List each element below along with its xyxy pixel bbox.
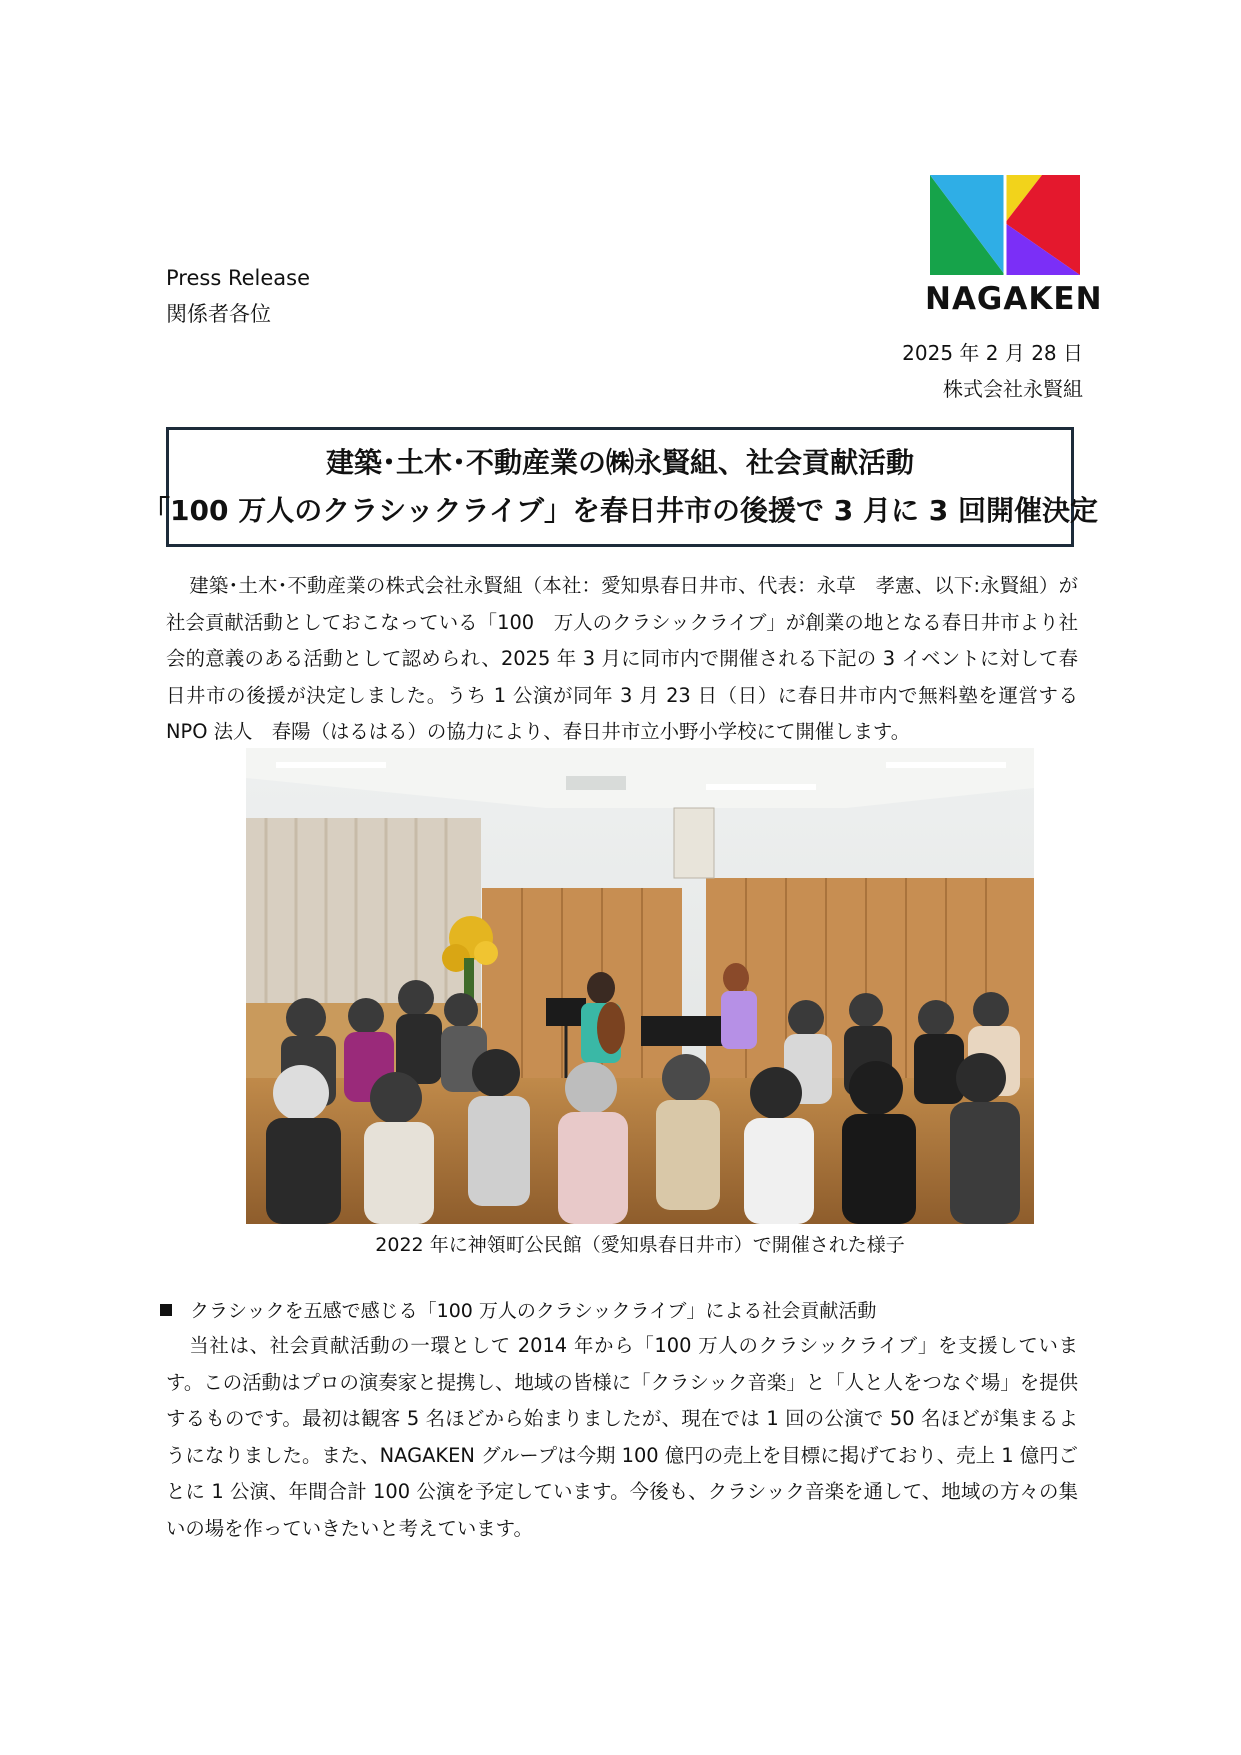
lead-paragraph: 建築･土木･不動産業の株式会社永賢組（本社：愛知県春日井市、代表：永草 孝憲、以下:永賢組）が社会貢献活動としておこなっている「100 万人のクラシックライブ」が創業の地となる春日井市より社会的意義のある活動として認められ、2025 年 3 月に同市内で開催される下記の 3 イベントに対して春日井市の後援が決定しました。うち 1 公演が同年 3 月 23 日（日）に春日井市内で無料塾を運営する NPO 法人 春陽（はるはる）の協力により、春日井市立小野小学校にて開催します。	[166, 574, 1079, 743]
press-release-label: Press Release	[166, 266, 310, 290]
header-right	[902, 335, 1083, 407]
title-line-1: 建築･土木･不動産業の㈱永賢組、社会貢献活動	[325, 446, 914, 479]
company-name: 株式会社永賢組	[943, 377, 1083, 401]
nagaken-logo	[925, 175, 1103, 317]
concert-photo-image	[246, 748, 1034, 1224]
logo-text: NAGAKEN	[925, 281, 1103, 317]
recipients-label: 関係者各位	[166, 302, 271, 326]
concert-photo	[246, 748, 1034, 1224]
nagaken-logo-mark-icon	[930, 175, 1080, 275]
release-date: 2025 年 2 月 28 日	[902, 341, 1083, 365]
photo-caption: 2022 年に神領町公民館（愛知県春日井市）で開催された様子	[375, 1234, 905, 1256]
title-box	[142, 427, 1098, 547]
square-bullet-icon	[160, 1304, 172, 1316]
section-heading	[160, 1296, 876, 1323]
header-left	[166, 260, 310, 332]
title-line-2: 「100 万人のクラシックライブ」を春日井市の後援で 3 月に 3 回開催決定	[142, 494, 1098, 527]
section-body: 当社は、社会貢献活動の一環として 2014 年から「100 万人のクラシックライブ」を支援しています。この活動はプロの演奏家と提携し、地域の皆様に「クラシック音楽」と「人と人をつなぐ場」を提供するものです。最初は観客 5 名ほどから始まりましたが、現在では 1 回の公演で 50 名ほどが集まるようになりました。また、NAGAKEN グループは今期 100 億円の売上を目標に掲げており、売上 1 億円ごとに 1 公演、年間合計 100 公演を予定しています。今後も、クラシック音楽を通して、地域の方々の集いの場を作っていきたいと考えています。	[166, 1334, 1078, 1540]
section-heading-text: クラシックを五感で感じる「100 万人のクラシックライブ」による社会貢献活動	[190, 1300, 877, 1322]
